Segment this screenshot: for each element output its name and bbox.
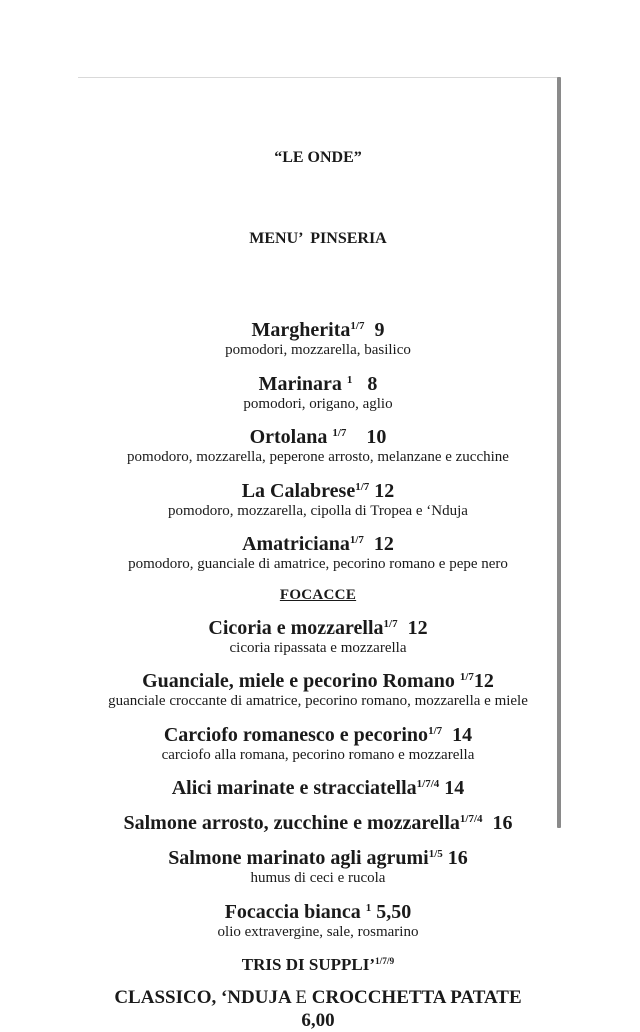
item-title	[78, 617, 558, 639]
item-allergen-sup: 1/7	[459, 671, 474, 684]
item-name: La Calabrese	[241, 479, 356, 502]
item-price: 14	[442, 723, 473, 746]
item-price: 14	[439, 777, 465, 799]
item-desc: olio extravergine, sale, rosmarino	[217, 923, 419, 940]
item-title	[78, 812, 558, 834]
item-allergen-sup: 1/7	[383, 617, 398, 630]
item-allergen-sup: 1/7	[350, 320, 365, 333]
item-allergen-sup: 1/7/9	[374, 957, 395, 968]
item-name: Amatriciana	[242, 533, 350, 555]
item-allergen-sup: 1/7	[332, 427, 347, 440]
item-price: 12	[473, 670, 494, 692]
item-name: Margherita	[251, 319, 351, 341]
menu-header	[78, 78, 558, 306]
menu-item	[78, 426, 558, 467]
item-allergen-sup: 1/5	[428, 848, 443, 861]
item-name: Carciofo romanesco e pecorino	[163, 723, 429, 746]
item-name: Guanciale, miele e pecorino Romano	[142, 670, 460, 692]
item-allergen-sup: 1	[365, 901, 372, 914]
item-price: 16	[482, 812, 513, 834]
menu-item	[78, 480, 558, 521]
item-allergen-sup: 1	[346, 373, 353, 386]
item-title	[78, 426, 558, 448]
menu-item	[78, 847, 558, 888]
item-title	[78, 533, 558, 555]
item-title	[78, 319, 558, 341]
item-price: 12	[397, 616, 428, 639]
menu-item	[78, 373, 558, 414]
item-name: Alici marinate e stracciatella	[171, 777, 417, 799]
menu-item	[78, 617, 558, 658]
item-name: Salmone marinato agli agrumi	[168, 847, 429, 869]
section-header-wrap	[78, 587, 558, 604]
item-desc: carciofo alla romana, pecorino romano e mozzarella	[161, 746, 475, 763]
item-allergen-sup: 1/7	[428, 724, 443, 737]
menu-item	[78, 319, 558, 360]
menu-item	[78, 724, 558, 765]
item-desc: cicoria ripassata e mozzarella	[229, 639, 407, 656]
menu-item	[78, 777, 558, 799]
menu-page	[78, 77, 558, 1031]
menu-title: “LE ONDE”	[274, 149, 362, 166]
item-desc: pomodori, mozzarella, basilico	[225, 342, 411, 358]
item-price: 10	[346, 426, 387, 448]
item-desc: pomodoro, guanciale di amatrice, pecorino romano e pepe nero	[128, 556, 508, 572]
classico-conjunction: E	[295, 987, 307, 1008]
item-name: Salmone arrosto, zucchine e mozzarella	[123, 812, 460, 834]
item-title	[78, 480, 558, 502]
menu-item	[78, 533, 558, 574]
item-allergen-sup: 1/7/4	[416, 778, 440, 791]
item-price: 12	[369, 479, 395, 502]
item-desc: pomodoro, mozzarella, cipolla di Tropea e ‘Nduja	[168, 502, 468, 519]
item-title	[78, 847, 558, 869]
item-name: Focaccia bianca	[224, 900, 366, 923]
tris-di-suppli-title	[78, 954, 558, 975]
item-title	[78, 670, 558, 692]
item-allergen-sup: 1/7	[349, 534, 364, 547]
item-name: Ortolana	[249, 426, 333, 448]
menu-item	[78, 901, 558, 942]
menu-item	[78, 670, 558, 711]
vertical-scrollbar-thumb[interactable]	[557, 77, 561, 828]
section-header-focacce: FOCACCE	[279, 586, 357, 603]
item-allergen-sup: 1/7	[355, 480, 370, 493]
item-price: 8	[352, 372, 378, 395]
item-name: TRIS DI SUPPLI’	[241, 955, 375, 974]
item-allergen-sup: 1/7/4	[459, 813, 483, 826]
item-desc: pomodori, origano, aglio	[243, 395, 393, 412]
item-title	[78, 724, 558, 746]
menu-item	[78, 812, 558, 834]
item-name: Cicoria e mozzarella	[208, 616, 384, 639]
item-title	[78, 901, 558, 923]
item-price: 16	[442, 847, 468, 869]
item-title	[78, 777, 558, 799]
item-price: 9	[364, 319, 385, 341]
menu-subtitle: MENU’ PINSERIA	[249, 230, 387, 247]
classico-part1: CLASSICO, ‘NDUJA	[114, 987, 296, 1008]
item-title	[78, 373, 558, 395]
item-price: 12	[363, 533, 394, 555]
item-desc: humus di ceci e rucola	[250, 870, 386, 886]
classico-line	[78, 986, 558, 1009]
item-desc: pomodoro, mozzarella, peperone arrosto, melanzane e zucchine	[127, 449, 509, 465]
tris-price: 6,00	[301, 1010, 335, 1031]
classico-part2: CROCCHETTA PATATE	[307, 987, 522, 1008]
item-price: 5,50	[371, 900, 412, 923]
item-desc: guanciale croccante di amatrice, pecorino romano, mozzarella e miele	[108, 693, 528, 709]
item-name: Marinara	[258, 372, 347, 395]
